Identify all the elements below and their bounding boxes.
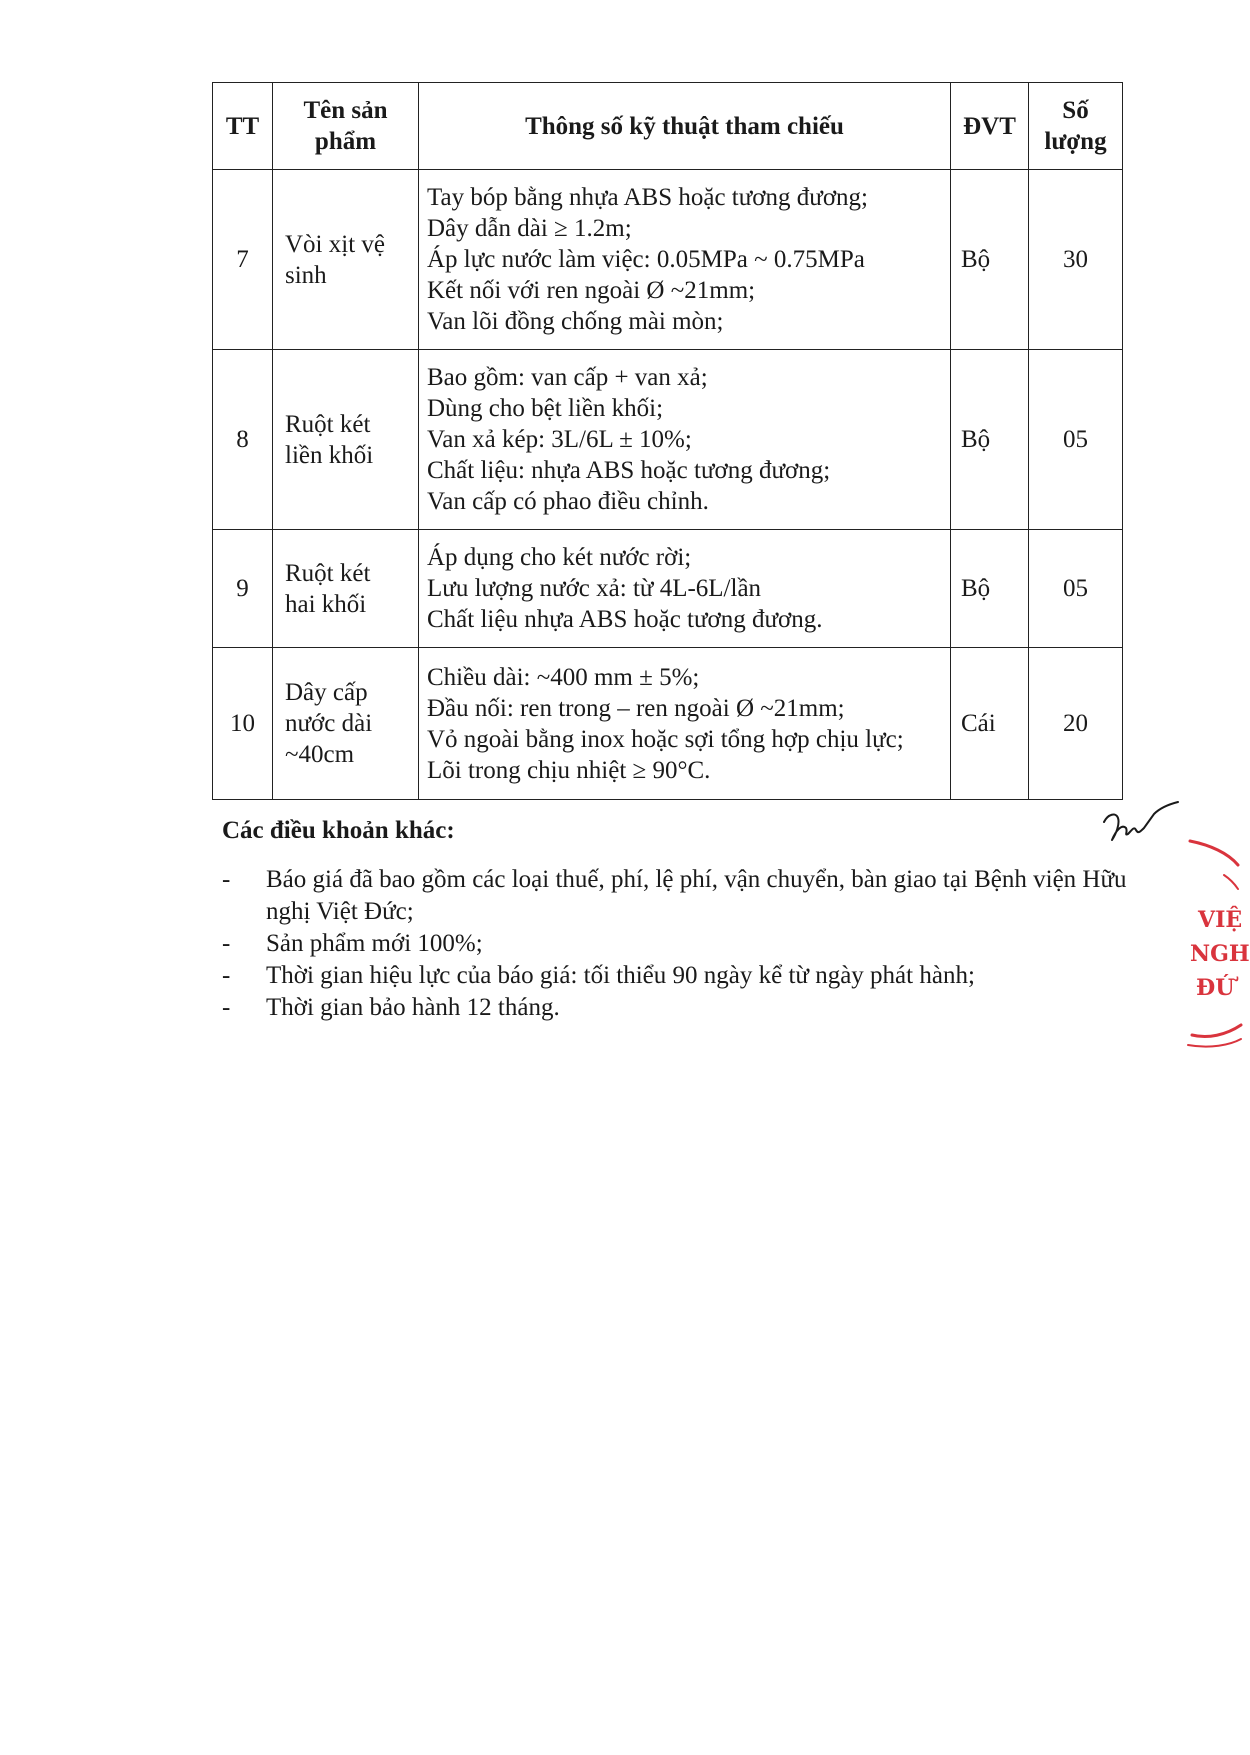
quantity-cell: 20 <box>1029 648 1123 800</box>
header-product-name-line2: phẩm <box>314 128 377 155</box>
spec-line: Tay bóp bằng nhựa ABS hoặc tương đương; <box>427 184 868 211</box>
signature <box>1100 800 1180 848</box>
row-number: 8 <box>213 350 273 530</box>
product-name-line: Vòi xịt vệ <box>285 230 385 258</box>
product-name <box>273 530 419 648</box>
product-name-line: Ruột két <box>285 410 371 438</box>
header-quantity-line2: lượng <box>1044 128 1107 155</box>
table-row <box>213 530 1123 648</box>
row-number: 9 <box>213 530 273 648</box>
header-product-name <box>273 83 419 170</box>
spec-line: Dây dẫn dài ≥ 1.2m; <box>427 215 632 242</box>
header-quantity <box>1029 83 1123 170</box>
spec-line: Van lõi đồng chống mài mòn; <box>427 308 724 335</box>
product-name-line: nước dài <box>285 710 373 737</box>
quantity-cell: 05 <box>1029 530 1123 648</box>
header-product-name-line1: Tên sản <box>303 97 388 124</box>
terms-list-item: - Thời gian bảo hành 12 tháng. <box>222 992 1162 1024</box>
row-number: 10 <box>213 648 273 800</box>
spec-line: Chất liệu: nhựa ABS hoặc tương đương; <box>427 457 831 484</box>
terms-list-item: - Sản phẩm mới 100%; <box>222 928 1162 960</box>
spec-cell <box>419 530 951 648</box>
product-name-line: liền khối <box>285 441 374 469</box>
terms-list <box>222 864 1162 1024</box>
stamp-text: NGH <box>1190 941 1250 967</box>
product-name-line: sinh <box>285 261 327 289</box>
unit-cell: Cái <box>951 648 1029 800</box>
unit-cell: Bộ <box>951 170 1029 350</box>
header-tt: TT <box>213 83 273 170</box>
spec-line: Kết nối với ren ngoài Ø ~21mm; <box>427 277 756 304</box>
spec-cell <box>419 170 951 350</box>
spec-line: Áp dụng cho két nước rời; <box>427 544 692 571</box>
spec-cell <box>419 648 951 800</box>
product-name-line: Dây cấp <box>285 679 368 706</box>
row-number: 7 <box>213 170 273 350</box>
header-unit: ĐVT <box>951 83 1029 170</box>
stamp-text: VIỆ <box>1198 907 1243 933</box>
quantity-cell: 05 <box>1029 350 1123 530</box>
product-name-line: ~40cm <box>285 741 355 768</box>
product-name <box>273 648 419 800</box>
spec-line: Vỏ ngoài bằng inox hoặc sợi tổng hợp chịu lực; <box>427 725 904 753</box>
spec-line: Áp lực nước làm việc: 0.05MPa ~ 0.75MPa <box>427 246 865 273</box>
spec-table <box>212 82 1123 800</box>
quantity-cell: 30 <box>1029 170 1123 350</box>
table-row <box>213 170 1123 350</box>
product-name <box>273 170 419 350</box>
spec-line: Đầu nối: ren trong – ren ngoài Ø ~21mm; <box>427 694 845 722</box>
product-name-line: hai khối <box>285 590 367 618</box>
table-row <box>213 350 1123 530</box>
product-name <box>273 350 419 530</box>
spec-cell <box>419 350 951 530</box>
table-header-row <box>213 83 1123 170</box>
spec-line: Bao gồm: van cấp + van xả; <box>427 364 708 391</box>
unit-cell: Bộ <box>951 350 1029 530</box>
spec-line: Van xả kép: 3L/6L ± 10%; <box>427 426 692 453</box>
red-stamp <box>1170 835 1250 1055</box>
spec-line: Dùng cho bệt liền khối; <box>427 395 664 422</box>
terms-title: Các điều khoản khác: <box>222 817 455 844</box>
terms-list-item: - Báo giá đã bao gồm các loại thuế, phí, lệ phí, vận chuyển, bàn giao tại Bệnh viện Hữu nghị Việt Đức; <box>222 864 1162 928</box>
header-quantity-line1: Số <box>1062 97 1089 124</box>
stamp-text: ĐỨ <box>1196 975 1235 1001</box>
spec-line: Chất liệu nhựa ABS hoặc tương đương. <box>427 606 823 633</box>
header-spec: Thông số kỹ thuật tham chiếu <box>419 83 951 170</box>
table-row <box>213 648 1123 800</box>
product-name-line: Ruột két <box>285 559 371 587</box>
terms-list-item: - Thời gian hiệu lực của báo giá: tối thiểu 90 ngày kể từ ngày phát hành; <box>222 960 1162 992</box>
spec-line: Lõi trong chịu nhiệt ≥ 90°C. <box>427 756 711 784</box>
spec-line: Lưu lượng nước xả: từ 4L-6L/lần <box>427 575 762 602</box>
spec-line: Chiều dài: ~400 mm ± 5%; <box>427 663 700 691</box>
unit-cell: Bộ <box>951 530 1029 648</box>
spec-line: Van cấp có phao điều chỉnh. <box>427 488 709 515</box>
